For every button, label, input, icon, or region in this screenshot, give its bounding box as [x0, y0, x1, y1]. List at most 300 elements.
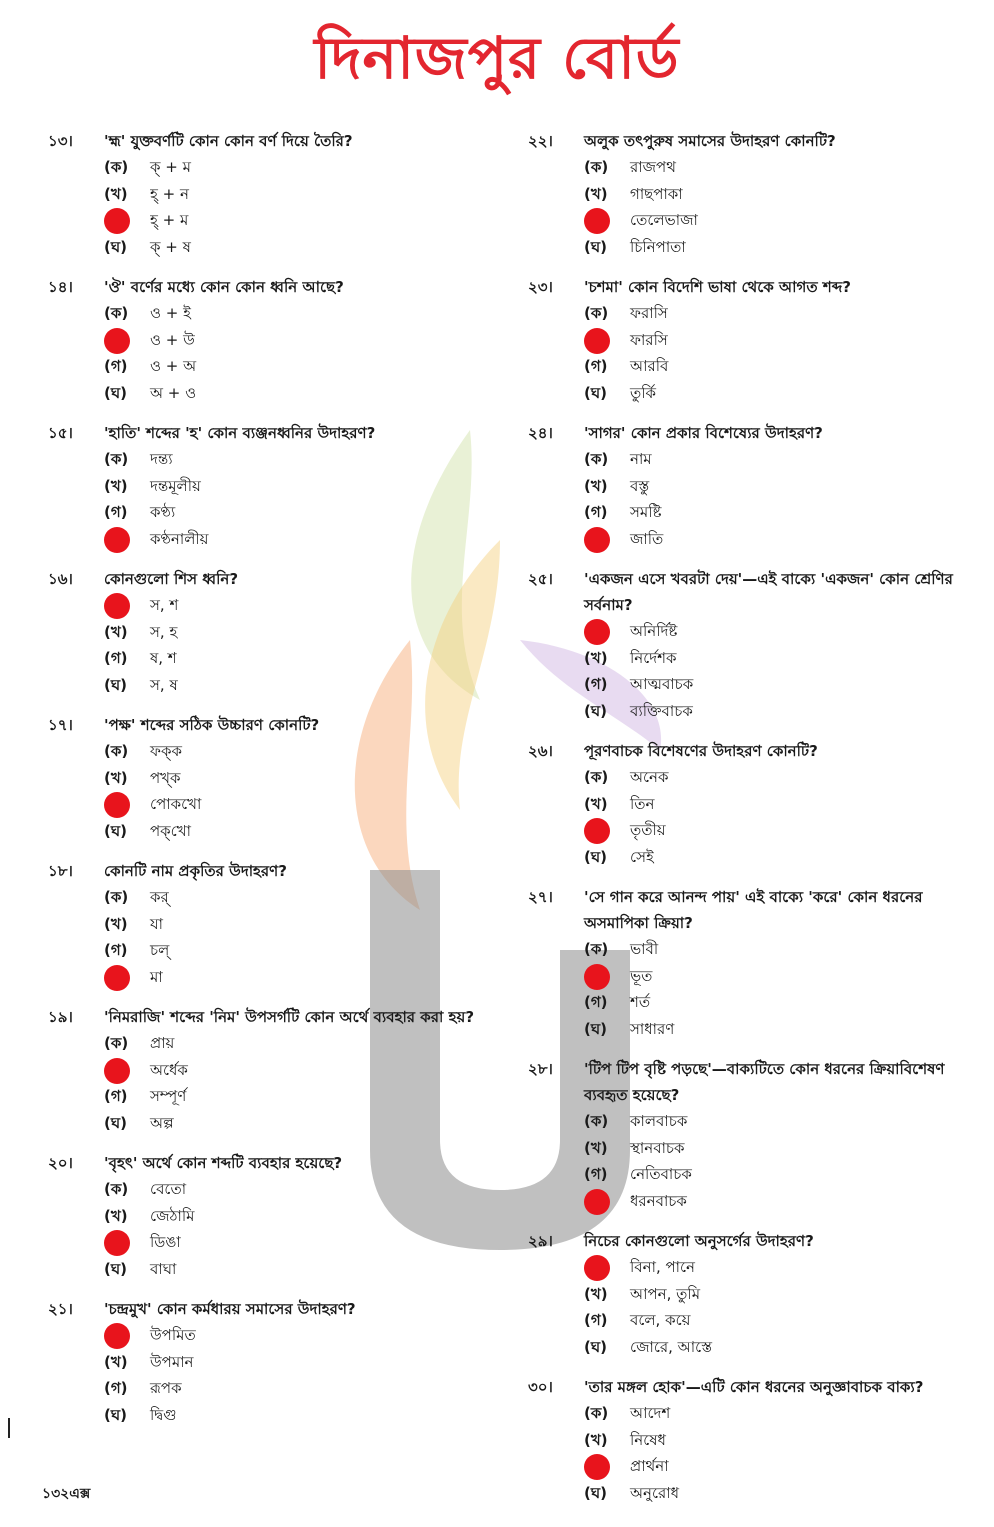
option-text: সাধারণ: [630, 1019, 675, 1038]
option-row: [104, 911, 488, 938]
option-text: তিন: [630, 794, 655, 813]
question-text: কোনটি নাম প্রকৃতির উদাহরণ?: [104, 862, 287, 880]
question-number: ১৮।: [48, 862, 73, 880]
question-block: [48, 1150, 488, 1282]
option-text: চল্: [150, 941, 170, 960]
option-text: পখ্‌ক: [150, 768, 181, 787]
question-block: [48, 712, 488, 844]
question-head: [528, 274, 958, 300]
page-footer-code: ১৩২এক্স: [42, 1486, 91, 1502]
question-text: কোনগুলো শিস ধ্বনি?: [104, 570, 239, 588]
option-text: অনুরোধ: [630, 1483, 679, 1502]
option-row: [584, 353, 958, 380]
option-row: [584, 963, 958, 990]
option-row: [104, 884, 488, 911]
option-text: জোরে, আস্তে: [630, 1337, 712, 1356]
option-text: ফক্‌ক: [150, 742, 182, 761]
option-row: [104, 499, 488, 526]
option-row: [584, 327, 958, 354]
correct-answer-dot-icon: [584, 964, 610, 990]
option-label: (খ): [104, 1352, 128, 1371]
correct-answer-dot-icon: [104, 1230, 130, 1256]
question-text: 'চশমা' কোন বিদেশি ভাষা থেকে আগত শব্দ?: [584, 278, 851, 296]
option-text: জেঠামি: [150, 1206, 195, 1225]
option-text: প্রার্থনা: [630, 1457, 669, 1476]
options-list: [584, 446, 958, 552]
option-row: [104, 738, 488, 765]
option-text: যা: [150, 914, 163, 933]
question-head: [48, 1004, 488, 1030]
option-label: (ক): [584, 158, 609, 177]
option-text: হ্ + ন: [150, 184, 189, 203]
question-number: ১৫।: [48, 424, 73, 442]
option-row: [104, 327, 488, 354]
option-row: [584, 154, 958, 181]
option-row: [104, 446, 488, 473]
option-label: (খ): [584, 1430, 608, 1449]
question-block: [528, 738, 958, 870]
option-text: আদেশ: [630, 1404, 671, 1423]
option-row: [104, 1030, 488, 1057]
option-row: [104, 818, 488, 845]
option-label: (গ): [104, 649, 128, 668]
option-row: [104, 526, 488, 553]
options-list: [584, 764, 958, 870]
question-head: [528, 566, 958, 618]
option-row: [584, 1453, 958, 1480]
option-text: প্রায়: [150, 1034, 175, 1053]
options-list: [584, 1108, 958, 1214]
left-question-column: [48, 128, 488, 1442]
question-block: [48, 858, 488, 990]
question-number: ১৯।: [48, 1008, 73, 1026]
option-label: (গ): [584, 357, 608, 376]
correct-answer-dot-icon: [104, 1058, 130, 1084]
option-text: কণ্ঠনালীয়: [150, 529, 209, 548]
question-block: [528, 1374, 958, 1506]
option-row: [104, 1375, 488, 1402]
option-row: [584, 234, 958, 261]
question-head: [48, 858, 488, 884]
option-label: (গ): [584, 503, 608, 522]
option-row: [584, 1188, 958, 1215]
option-row: [104, 1083, 488, 1110]
options-list: [104, 1030, 488, 1136]
option-row: [584, 526, 958, 553]
option-text: ষ, শ: [150, 649, 177, 668]
options-list: [104, 154, 488, 260]
options-list: [584, 936, 958, 1042]
option-row: [584, 380, 958, 407]
option-text: স্থানবাচক: [630, 1138, 685, 1157]
option-label: (গ): [584, 993, 608, 1012]
options-list: [104, 738, 488, 844]
correct-answer-dot-icon: [584, 527, 610, 553]
option-row: [104, 619, 488, 646]
question-block: [528, 274, 958, 406]
option-label: (ঘ): [104, 383, 127, 402]
option-label: [584, 207, 630, 233]
option-text: ভাবী: [630, 940, 659, 959]
option-label: (গ): [584, 1165, 608, 1184]
options-list: [584, 618, 958, 724]
option-label: (ক): [104, 888, 129, 907]
option-text: ডিঙা: [150, 1233, 181, 1252]
option-text: বস্তু: [630, 476, 650, 495]
question-number: ২০।: [48, 1154, 73, 1172]
correct-answer-dot-icon: [584, 328, 610, 354]
option-text: জাতি: [630, 529, 664, 548]
option-row: [584, 1334, 958, 1361]
option-label: (খ): [104, 768, 128, 787]
question-head: [48, 1296, 488, 1322]
option-text: পক্‌খো: [150, 821, 191, 840]
option-label: (ক): [584, 304, 609, 323]
question-text: 'সাগর' কোন প্রকার বিশেষ্যের উদাহরণ?: [584, 424, 823, 442]
option-text: চিনিপাতা: [630, 237, 686, 256]
question-block: [48, 128, 488, 260]
option-text: বলে, কয়ে: [630, 1311, 691, 1330]
option-label: (ঘ): [104, 237, 127, 256]
option-label: (ক): [584, 1112, 609, 1131]
options-list: [584, 1254, 958, 1360]
option-label: (ঘ): [104, 1405, 127, 1424]
question-head: [48, 712, 488, 738]
option-row: [584, 698, 958, 725]
question-number: ২২।: [528, 132, 553, 150]
option-text: ক্ + ষ: [150, 237, 191, 256]
option-text: অনেক: [630, 768, 669, 787]
option-row: [584, 1281, 958, 1308]
question-text: 'সে গান করে আনন্দ পায়' এই বাক্যে 'করে' কোন ধরনের অসমাপিকা ক্রিয়া?: [584, 888, 923, 932]
option-text: ও + ই: [150, 304, 191, 323]
option-text: ক্ + ম: [150, 158, 191, 177]
option-text: নাম: [630, 450, 652, 469]
question-head: [528, 1228, 958, 1254]
question-block: [48, 274, 488, 406]
option-row: [104, 234, 488, 261]
option-row: [104, 1110, 488, 1137]
option-row: [104, 645, 488, 672]
option-text: দন্তমূলীয়: [150, 476, 201, 495]
options-list: [104, 884, 488, 990]
question-number: ২৮।: [528, 1060, 553, 1078]
option-label: (ক): [104, 158, 129, 177]
option-row: [584, 1254, 958, 1281]
option-row: [584, 1108, 958, 1135]
option-label: (গ): [584, 1311, 608, 1330]
correct-answer-dot-icon: [104, 527, 130, 553]
option-label: (ঘ): [584, 237, 607, 256]
option-text: পোকখো: [150, 795, 202, 814]
correct-answer-dot-icon: [104, 792, 130, 818]
option-label: (খ): [104, 1206, 128, 1225]
option-label: (ঘ): [584, 1019, 607, 1038]
option-text: দন্ত্য: [150, 450, 173, 469]
option-label: (ঘ): [584, 701, 607, 720]
options-list: [584, 154, 958, 260]
option-text: ও + অ: [150, 357, 197, 376]
option-row: [584, 1161, 958, 1188]
option-text: সম্পূর্ণ: [150, 1087, 187, 1106]
option-row: [104, 1402, 488, 1429]
option-label: (ঘ): [584, 383, 607, 402]
option-row: [104, 473, 488, 500]
option-text: অল্প: [150, 1113, 174, 1132]
option-text: ফারসি: [630, 330, 668, 349]
option-row: [584, 764, 958, 791]
option-label: [104, 791, 150, 817]
option-label: (খ): [584, 1284, 608, 1303]
option-text: উপমিত: [150, 1326, 196, 1345]
option-label: (ঘ): [104, 1113, 127, 1132]
question-number: ২৭।: [528, 888, 553, 906]
option-text: নিষেধ: [630, 1430, 666, 1449]
option-label: [584, 1453, 630, 1479]
question-number: ২৬।: [528, 742, 553, 760]
question-block: [528, 1056, 958, 1214]
option-text: মা: [150, 967, 163, 986]
option-row: [104, 765, 488, 792]
question-head: [48, 566, 488, 592]
option-label: (গ): [104, 1087, 128, 1106]
option-label: [584, 963, 630, 989]
correct-answer-dot-icon: [584, 619, 610, 645]
question-text: অলুক তৎপুরুষ সমাসের উদাহরণ কোনটি?: [584, 132, 836, 150]
option-label: (ঘ): [104, 821, 127, 840]
question-text: 'ঔ' বর্ণের মধ্যে কোন কোন ধ্বনি আছে?: [104, 278, 344, 296]
option-label: (খ): [104, 184, 128, 203]
question-block: [528, 128, 958, 260]
option-label: (ক): [104, 304, 129, 323]
option-row: [584, 1135, 958, 1162]
question-head: [48, 420, 488, 446]
question-block: [48, 1004, 488, 1136]
option-text: বেতো: [150, 1180, 187, 1199]
option-row: [584, 989, 958, 1016]
options-list: [104, 300, 488, 406]
option-row: [584, 936, 958, 963]
option-label: (খ): [584, 184, 608, 203]
correct-answer-dot-icon: [104, 965, 130, 991]
question-number: ২৯।: [528, 1232, 553, 1250]
option-row: [584, 207, 958, 234]
option-label: [104, 592, 150, 618]
option-row: [104, 1322, 488, 1349]
option-row: [104, 300, 488, 327]
option-label: (ক): [104, 1034, 129, 1053]
option-row: [584, 473, 958, 500]
question-block: [48, 1296, 488, 1428]
option-text: নেতিবাচক: [630, 1165, 692, 1184]
option-row: [104, 937, 488, 964]
question-text: 'তার মঙ্গল হোক'—এটি কোন ধরনের অনুজ্ঞাবাচক বাক্য?: [584, 1378, 924, 1396]
option-label: (ক): [584, 940, 609, 959]
option-row: [584, 1480, 958, 1507]
option-row: [104, 353, 488, 380]
option-row: [104, 1176, 488, 1203]
option-row: [104, 380, 488, 407]
option-text: স, শ: [150, 596, 179, 615]
question-number: ১৭।: [48, 716, 73, 734]
option-text: দ্বিগু: [150, 1405, 177, 1424]
option-row: [584, 817, 958, 844]
option-label: [104, 327, 150, 353]
question-head: [528, 1374, 958, 1400]
option-row: [104, 1229, 488, 1256]
option-text: অ + ও: [150, 383, 197, 402]
option-text: সেই: [630, 847, 654, 866]
option-label: (গ): [584, 675, 608, 694]
margin-mark: [8, 1418, 10, 1438]
option-text: সমষ্টি: [630, 503, 662, 522]
question-block: [48, 566, 488, 698]
option-text: আপন, তুমি: [630, 1284, 701, 1303]
option-text: কালবাচক: [630, 1112, 688, 1131]
option-label: (খ): [584, 1138, 608, 1157]
question-text: 'হাতি' শব্দের 'হ' কোন ব্যঞ্জনধ্বনির উদাহরণ?: [104, 424, 376, 442]
question-number: ২৩।: [528, 278, 553, 296]
question-block: [48, 420, 488, 552]
option-label: (খ): [104, 476, 128, 495]
question-block: [528, 566, 958, 724]
option-row: [104, 791, 488, 818]
question-head: [48, 274, 488, 300]
option-label: [584, 526, 630, 552]
option-text: আত্মবাচক: [630, 675, 694, 694]
question-text: 'টিপ টিপ বৃষ্টি পড়ছে'—বাক্যটিতে কোন ধরনের ক্রিয়াবিশেষণ ব্যবহৃত হয়েছে?: [584, 1060, 945, 1104]
option-label: (ক): [104, 742, 129, 761]
correct-answer-dot-icon: [104, 328, 130, 354]
option-label: [584, 1188, 630, 1214]
question-text: পূরণবাচক বিশেষণের উদাহরণ কোনটি?: [584, 742, 818, 760]
correct-answer-dot-icon: [584, 1189, 610, 1215]
option-label: [104, 1057, 150, 1083]
option-row: [584, 1307, 958, 1334]
option-row: [584, 791, 958, 818]
option-row: [104, 672, 488, 699]
question-text: নিচের কোনগুলো অনুসর্গের উদাহরণ?: [584, 1232, 814, 1250]
option-row: [584, 300, 958, 327]
option-text: ফরাসি: [630, 304, 668, 323]
option-text: বিনা, পানে: [630, 1258, 695, 1277]
question-number: ৩০।: [528, 1378, 553, 1396]
option-row: [584, 446, 958, 473]
option-row: [104, 964, 488, 991]
correct-answer-dot-icon: [584, 818, 610, 844]
option-row: [584, 645, 958, 672]
option-text: কর্: [150, 888, 169, 907]
option-text: রাজপথ: [630, 158, 676, 177]
question-head: [528, 1056, 958, 1108]
question-head: [528, 738, 958, 764]
option-text: হ্ + ম: [150, 211, 189, 230]
option-row: [584, 844, 958, 871]
question-head: [48, 128, 488, 154]
option-label: (ঘ): [104, 675, 127, 694]
option-label: [584, 618, 630, 644]
option-row: [104, 1057, 488, 1084]
option-label: (ঘ): [584, 1337, 607, 1356]
question-text: 'একজন এসে খবরটা দেয়'—এই বাক্যে 'একজন' কোন শ্রেণির সর্বনাম?: [584, 570, 953, 614]
option-label: (গ): [104, 357, 128, 376]
question-head: [528, 884, 958, 936]
correct-answer-dot-icon: [584, 1454, 610, 1480]
option-text: কণ্ঠ্য: [150, 503, 176, 522]
option-row: [584, 499, 958, 526]
option-text: নির্দেশক: [630, 648, 677, 667]
option-text: বাঘা: [150, 1259, 177, 1278]
question-number: ২১।: [48, 1300, 73, 1318]
option-label: (গ): [104, 1379, 128, 1398]
option-text: তৃতীয়: [630, 821, 666, 840]
option-text: রূপক: [150, 1379, 182, 1398]
option-label: (ক): [104, 1180, 129, 1199]
question-head: [528, 420, 958, 446]
correct-answer-dot-icon: [104, 208, 130, 234]
question-text: 'পক্ষ' শব্দের সঠিক উচ্চারণ কোনটি?: [104, 716, 320, 734]
option-text: ধরনবাচক: [630, 1191, 687, 1210]
option-row: [584, 1016, 958, 1043]
option-row: [104, 207, 488, 234]
question-head: [528, 128, 958, 154]
option-text: তুর্কি: [630, 383, 657, 402]
page-title: দিনাজপুর বোর্ড: [314, 24, 680, 92]
option-text: শর্ত: [630, 993, 651, 1012]
option-label: [104, 1322, 150, 1348]
question-head: [48, 1150, 488, 1176]
right-question-column: [528, 128, 958, 1520]
option-label: [104, 526, 150, 552]
question-block: [528, 1228, 958, 1360]
option-row: [104, 1203, 488, 1230]
correct-answer-dot-icon: [584, 1255, 610, 1281]
question-number: ১৬।: [48, 570, 73, 588]
options-list: [104, 1322, 488, 1428]
option-text: গাছপাকা: [630, 184, 683, 203]
options-list: [104, 1176, 488, 1282]
option-label: (খ): [584, 476, 608, 495]
question-number: ১৪।: [48, 278, 73, 296]
correct-answer-dot-icon: [104, 593, 130, 619]
option-text: ব্যক্তিবাচক: [630, 701, 693, 720]
option-row: [584, 1427, 958, 1454]
options-list: [104, 446, 488, 552]
option-row: [104, 1256, 488, 1283]
question-number: ২৫।: [528, 570, 553, 588]
question-number: ১৩।: [48, 132, 73, 150]
option-row: [584, 1400, 958, 1427]
option-label: (খ): [584, 794, 608, 813]
option-label: (খ): [104, 622, 128, 641]
correct-answer-dot-icon: [584, 208, 610, 234]
option-label: [104, 1229, 150, 1255]
option-text: তেলেভাজা: [630, 211, 698, 230]
option-label: [104, 964, 150, 990]
option-row: [104, 592, 488, 619]
options-list: [104, 592, 488, 698]
option-row: [584, 618, 958, 645]
option-text: স, হ: [150, 622, 178, 641]
question-block: [528, 420, 958, 552]
option-label: (খ): [104, 914, 128, 933]
option-text: ভূত: [630, 966, 653, 985]
option-label: (ক): [584, 768, 609, 787]
option-label: [584, 1254, 630, 1280]
option-text: অর্ধেক: [150, 1060, 188, 1079]
option-text: অনির্দিষ্ট: [630, 622, 678, 641]
option-label: (গ): [104, 941, 128, 960]
